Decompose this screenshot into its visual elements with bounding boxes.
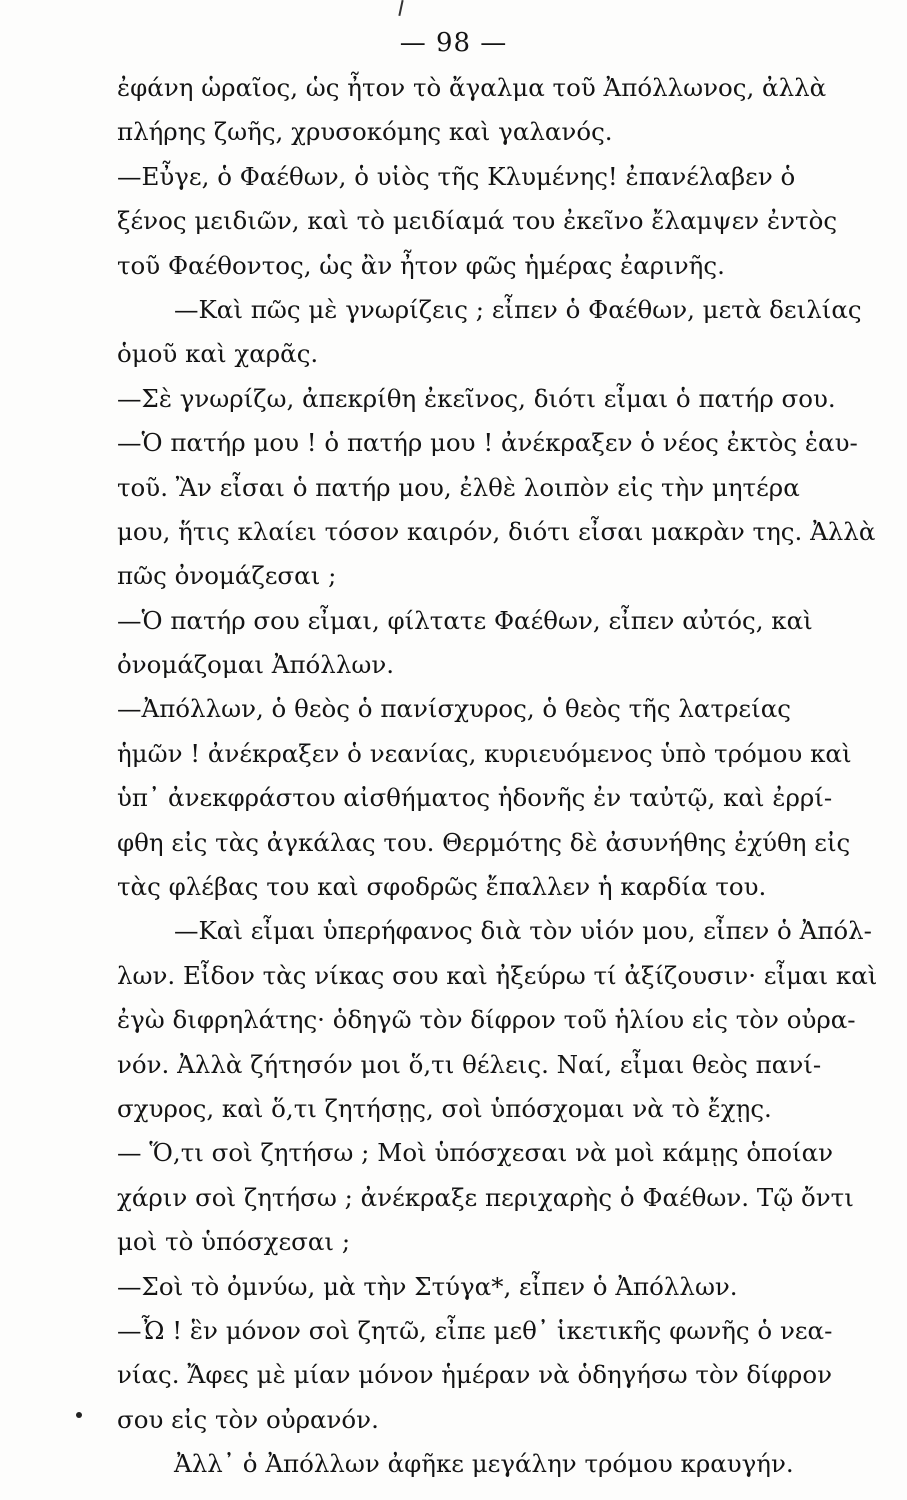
text-line: —Σὲ γνωρίζω, ἀπεκρίθη ἐκεῖνος, διότι εἶμαι ὁ πατήρ σου. <box>117 383 836 413</box>
text-line: ἐφάνη ὡραῖος, ὡς ἦτον τὸ ἄγαλμα τοῦ Ἀπόλλωνος, ἀλλὰ <box>117 73 827 102</box>
ink-dot <box>76 1412 82 1418</box>
text-line: νόν. Ἀλλὰ ζήτησόν μοι ὅ,τι θέλεις. Ναί, εἶμαι θεὸς πανί- <box>117 1049 822 1079</box>
text-line: νίας. Ἄφες μὲ μίαν μόνον ἡμέραν νὰ ὁδηγήσω τὸν δίφρον <box>117 1360 832 1390</box>
text-line: —Σοὶ τὸ ὀμνύω, μὰ τὴν Στύγα*, εἶπεν ὁ Ἀπόλλων. <box>117 1271 738 1301</box>
text-line: — Ὅ,τι σοὶ ζητήσω ; Μοὶ ὑπόσχεσαι νὰ μοὶ κάμῃς ὁποίαν <box>117 1138 834 1168</box>
text-line: ὁμοῦ καὶ χαρᾶς. <box>117 339 319 369</box>
text-line: —Καὶ εἶμαι ὑπερήφανος διὰ τὸν υἱόν μου, εἶπεν ὁ Ἀπόλ- <box>174 916 872 946</box>
text-line: —Καὶ πῶς μὲ γνωρίζεις ; εἶπεν ὁ Φαέθων, μετὰ δειλίας <box>174 294 862 324</box>
text-line: φθη εἰς τὰς ἀγκάλας του. Θερμότης δὲ ἀσυνήθης ἐχύθη εἰς <box>117 827 851 857</box>
text-line: ὀνομάζομαι Ἀπόλλων. <box>117 650 395 680</box>
text-line: ἡμῶν ! ἀνέκραξεν ὁ νεανίας, κυριευόμενος ὑπὸ τρόμου καὶ <box>117 738 852 768</box>
text-line: —Ὁ πατήρ μου ! ὁ πατήρ μου ! ἀνέκραξεν ὁ νέος ἐκτὸς ἑαυ- <box>117 428 858 458</box>
text-line: ὑπ᾿ ἀνεκφράστου αἰσθήματος ἡδονῆς ἐν ταὐτῷ, καὶ ἐρρί- <box>117 783 833 813</box>
text-line: τοῦ Φαέθοντος, ὡς ἂν ἦτον φῶς ἡμέρας ἐαρινῆς. <box>117 250 725 280</box>
text-line: πλήρης ζωῆς, χρυσοκόμης καὶ γαλανός. <box>117 117 613 147</box>
text-line: ξένος μειδιῶν, καὶ τὸ μειδίαμά του ἐκεῖνο ἔλαμψεν ἐντὸς <box>117 206 838 236</box>
text-line: —Ὁ πατήρ σου εἶμαι, φίλτατε Φαέθων, εἶπεν αὐτός, καὶ <box>117 605 813 635</box>
text-line: σχυρος, καὶ ὅ,τι ζητήσῃς, σοὶ ὑπόσχομαι νὰ τὸ ἔχῃς. <box>117 1093 772 1123</box>
text-line: λων. Εἶδον τὰς νίκας σου καὶ ἠξεύρω τί ἀξίζουσιν· εἶμαι καὶ <box>117 960 878 990</box>
text-line: —Εὖγε, ὁ Φαέθων, ὁ υἱὸς τῆς Κλυμένης! ἐπανέλαβεν ὁ <box>117 161 796 191</box>
page-number: — 98 — <box>399 28 508 58</box>
text-line: —Ἀπόλλων, ὁ θεὸς ὁ πανίσχυρος, ὁ θεὸς τῆς λατρείας <box>117 694 791 724</box>
pen-mark <box>398 0 403 16</box>
text-line: —Ὦ ! ἓν μόνον σοὶ ζητῶ, εἶπε μεθ᾿ ἱκετικῆς φωνῆς ὁ νεα- <box>117 1315 833 1345</box>
text-line: χάριν σοὶ ζητήσω ; ἀνέκραξε περιχαρὴς ὁ Φαέθων. Τῷ ὄντι <box>117 1182 854 1212</box>
text-line: μου, ἥτις κλαίει τόσον καιρόν, διότι εἶσαι μακρὰν της. Ἀλλὰ <box>117 516 876 546</box>
text-line: ἐγὼ διφρηλάτης· ὁδηγῶ τὸν δίφρον τοῦ ἡλίου εἰς τὸν οὐρα- <box>117 1005 856 1035</box>
text-line: σου εἰς τὸν οὐρανόν. <box>117 1404 379 1434</box>
text-line: μοὶ τὸ ὑπόσχεσαι ; <box>117 1227 351 1257</box>
text-line: τοῦ. Ἂν εἶσαι ὁ πατήρ μου, ἐλθὲ λοιπὸν εἰς τὴν μητέρα <box>117 472 800 502</box>
text-body <box>117 66 907 1487</box>
text-line: πῶς ὀνομάζεσαι ; <box>117 561 337 591</box>
text-line: τὰς φλέβας του καὶ σφοδρῶς ἔπαλλεν ἡ καρδία του. <box>117 872 767 902</box>
text-line: Ἀλλ᾿ ὁ Ἀπόλλων ἀφῆκε μεγάλην τρόμου κραυγήν. <box>174 1449 794 1479</box>
